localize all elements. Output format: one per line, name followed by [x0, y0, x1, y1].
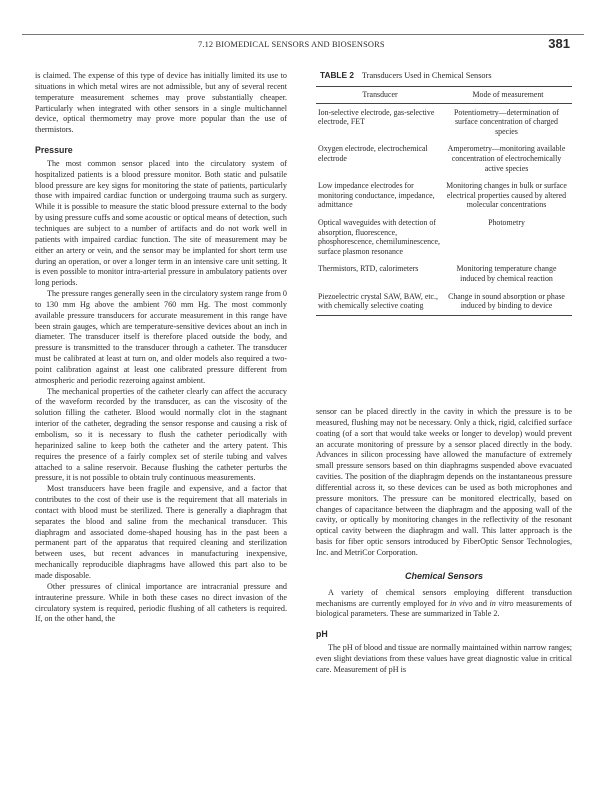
left-column — [35, 71, 287, 625]
cell-transducer: Low impedance electrodes for monitoring conductance, impedance, admittance — [318, 181, 435, 210]
paragraph: The pH of blood and tissue are normally maintained within narrow ranges; even slight deviations from these values have great diagnostic value in critical care. Measurement of pH is — [316, 643, 572, 674]
cell-transducer: Optical waveguides with detection of absorption, fluorescence, phosphorescence, chemiluminescence, surface plasmon resonance — [318, 217, 441, 256]
table-row — [316, 288, 572, 316]
table-label: TABLE 2 — [320, 70, 354, 80]
paragraph: Most transducers have been fragile and expensive, and a factor that contributes to the cost of their use is the requirement that all materials in contact with blood must be sterilized. There is generally a diaphragm that separates the blood and saline from the mechanical transducer. This diaphragm and associated dome-shaped housing has in the past been a permanent part of the apparatus that required cleaning and sterilization between uses, but recent advances in manufacturing inexpensive, mechanically reproducible diaphragms have allowed this part also to be made disposable. — [35, 484, 287, 580]
text-run: measurements of biological parameters. These are summarized in Table 2. — [316, 598, 573, 619]
section-heading-pressure: Pressure — [35, 145, 73, 156]
table-caption-text: Transducers Used in Chemical Sensors — [361, 71, 492, 80]
page-number: 381 — [548, 36, 570, 51]
italic-term: in vitro — [489, 598, 514, 608]
intro-paragraph: is claimed. The expense of this type of device has initially limited its use to situations in which metal wires are not admissible, but any of several recent temperature measurement schemes may prove substantially cheaper. Particularly when integrated with other sensors in a single multichannel device, optical thermometry may prove more popular than the use of thermistors. — [35, 71, 287, 135]
table-row — [316, 214, 572, 260]
cell-transducer: Piezoelectric crystal SAW, BAW, etc., with chemically selective coating — [316, 288, 444, 316]
continued-paragraph: sensor can be placed directly in the cavity in which the pressure is to be measured, flushing may not be necessary. Only a thick, rigid, calcified surface coating (of a sort that would take weeks or longer to develop) would prevent an accurate monitoring of pressure by a sensor placed directly in the body. Advances in silicon processing have allowed the manufacture of extremely small pressure sensors based on thin diaphragms suspended above evacuated cavities. The position of the diaphragm depends on the instantaneous pressure differential across it, so these devices can be used as both microphones and pressure monitors. The pressure can be monitored electrically, based on changes of capacitance between the diaphragm and the apposing wall of the cavity, or optically by monitoring changes in the reflectivity of the resonant optical cavity between the diaphragm and wall. This latter approach is the basis for fiber optic sensors introduced by FiberOptic Sensor Technologies, Inc. and MetriCor Corporation. — [316, 407, 572, 557]
cell-transducer: Ion-selective electrode, gas-selective electrode, FET — [318, 107, 435, 127]
transducer-table — [316, 86, 572, 316]
cell-mode: Amperometry—monitoring available concentration of electrochemically active species — [447, 144, 566, 173]
column-header-transducer: Transducer — [316, 87, 444, 104]
paragraph: The pressure ranges generally seen in the circulatory system range from 0 to 130 mm Hg above the ambient 760 mm Hg. The most commonly available pressure transducers for accurate measurement in this range have been strain gauges, which are temperature-sensitive devices about an inch in diameter. The transducer itself is therefore placed outside the body, and pressure is transmitted to the transducer through a catheter. The transducer must be calibrated at least at turn on, and older models also required a two-point calibration against at least one calibrated pressure different from atmospheric and periodic rezeroing against ambient. — [35, 289, 287, 385]
paragraph — [316, 588, 572, 621]
cell-transducer: Thermistors, RTD, calorimeters — [318, 264, 419, 274]
cell-mode: Potentiometry—determination of surface concentration of charged species — [454, 107, 559, 136]
table-header-row — [316, 87, 572, 104]
section-heading-chemical-sensors: Chemical Sensors — [404, 570, 484, 581]
paragraph: The most common sensor placed into the circulatory system of hospitalized patients is a blood pressure monitor. Both static and pulsatile blood pressure are key signs for monitoring the state of patients, particularly those with impaired cardiac function or undergoing trauma such as surgery. While it is possible to measure the static blood pressure external to the body by using pressure cuffs and some acoustic or optical means of detection, such techniques are subject to a number of artifacts and do not work well in patients with impaired cardiac function. The site of measurement may be either an artery or vein, and the sensor may be implanted for short term use during an operation, or over a longer term in an intensive care unit setting. It is even possible to monitor intra-arterial pressure in ambulatory patients over long periods. — [35, 158, 287, 288]
cell-mode: Monitoring changes in bulk or surface electrical properties caused by altered molecular concentrations — [446, 181, 567, 210]
header-rule — [22, 34, 584, 35]
text-run: A variety of chemical sensors employing different transduction mechanisms are currently employed for — [316, 587, 572, 608]
column-header-mode: Mode of measurement — [444, 87, 572, 104]
italic-term: in vivo — [450, 598, 473, 608]
table-2 — [316, 70, 572, 316]
paragraph: The mechanical properties of the catheter clearly can affect the accuracy of the waveform recorded by the transducer, as can the viscosity of the solution filling the catheter. Blood would normally clot in the stagnant interior of the catheter, degrading the sensor response and causing a risk of embolism, so it is necessary to flush the catheter periodically with heparinized saline to keep both the catheter and the artery patent. This requires the presence of a fairly complex set of sterile tubing and valves attached to a saline reservoir. Because flushing the catheter perturbs the pressure, it is not possible to obtain truly continuous measurements. — [35, 386, 287, 483]
text-run: and — [472, 598, 490, 608]
table-row — [316, 103, 572, 140]
paragraph: Other pressures of clinical importance are intracranial pressure and intrauterine pressure. While in both these cases no direct invasion of the circulatory system is required, periodic flushing of all catheters is required. If, on the other hand, the — [35, 581, 287, 624]
table-row — [316, 260, 572, 287]
cell-mode: Monitoring temperature change induced by chemical reaction — [456, 264, 557, 283]
table-row — [316, 177, 572, 214]
table-caption — [320, 70, 572, 80]
cell-mode: Photometry — [488, 217, 525, 227]
running-head: 7.12 BIOMEDICAL SENSORS AND BIOSENSORS — [198, 40, 385, 49]
table-row — [316, 140, 572, 177]
cell-transducer: Oxygen electrode, electrochemical electrode — [318, 144, 428, 163]
cell-mode: Change in sound absorption or phase induced by binding to device — [444, 288, 572, 316]
right-column — [316, 407, 572, 676]
section-heading-ph: pH — [316, 629, 328, 640]
